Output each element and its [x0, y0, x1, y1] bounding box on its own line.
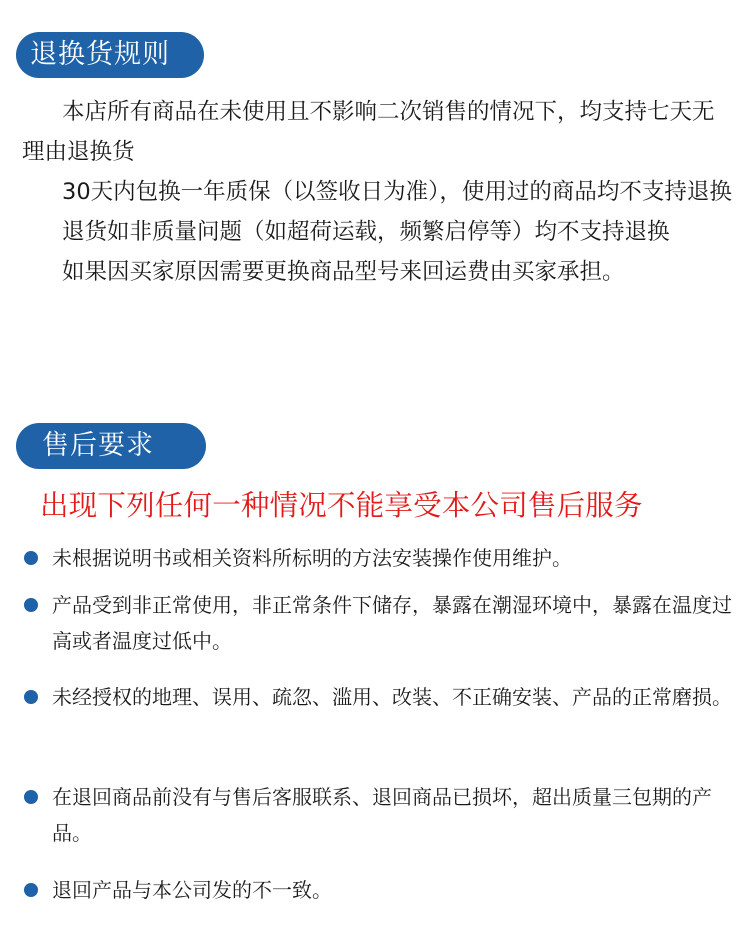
bullet-dot-icon [24, 883, 38, 897]
aftersales-rule-item [24, 679, 740, 715]
bullet-dot-icon [24, 790, 38, 804]
policy-paragraph: 30天内包换一年质保（以签收日为准），使用过的商品均不支持退换 [62, 179, 732, 205]
aftersales-rule-item [24, 872, 740, 908]
rule-text: 在退回商品前没有与售后客服联系、退回商品已损坏，超出质量三包期的产品。 [52, 785, 712, 845]
rule-text: 未经授权的地理、误用、疏忽、滥用、改装、不正确安装、产品的正常磨损。 [52, 685, 732, 709]
aftersales-warning: 出现下列任何一种情况不能享受本公司售后服务 [40, 489, 643, 522]
policy-paragraph: 如果因买家原因需要更换商品型号来回运费由买家承担。 [62, 259, 625, 285]
rule-text: 未根据说明书或相关资料所标明的方法安装操作使用维护。 [52, 546, 572, 570]
aftersales-rule-item [24, 779, 740, 851]
bullet-dot-icon [24, 690, 38, 704]
policy-paragraph: 退货如非质量问题（如超荷运载，频繁启停等）均不支持退换 [62, 219, 670, 245]
rule-text: 退回产品与本公司发的不一致。 [52, 878, 332, 902]
aftersales-section-title: 售后要求 [16, 423, 206, 469]
bullet-dot-icon [24, 598, 38, 612]
aftersales-rule-item [24, 540, 740, 576]
returns-policy-text [22, 92, 732, 292]
bullet-dot-icon [24, 551, 38, 565]
policy-paragraph: 本店所有商品在未使用且不影响二次销售的情况下，均支持七天无理由退换货 [22, 99, 715, 165]
returns-section-title: 退换货规则 [16, 32, 204, 78]
aftersales-rule-item [24, 587, 740, 659]
rule-text: 产品受到非正常使用，非正常条件下储存，暴露在潮湿环境中，暴露在温度过高或者温度过低中。 [52, 593, 732, 653]
